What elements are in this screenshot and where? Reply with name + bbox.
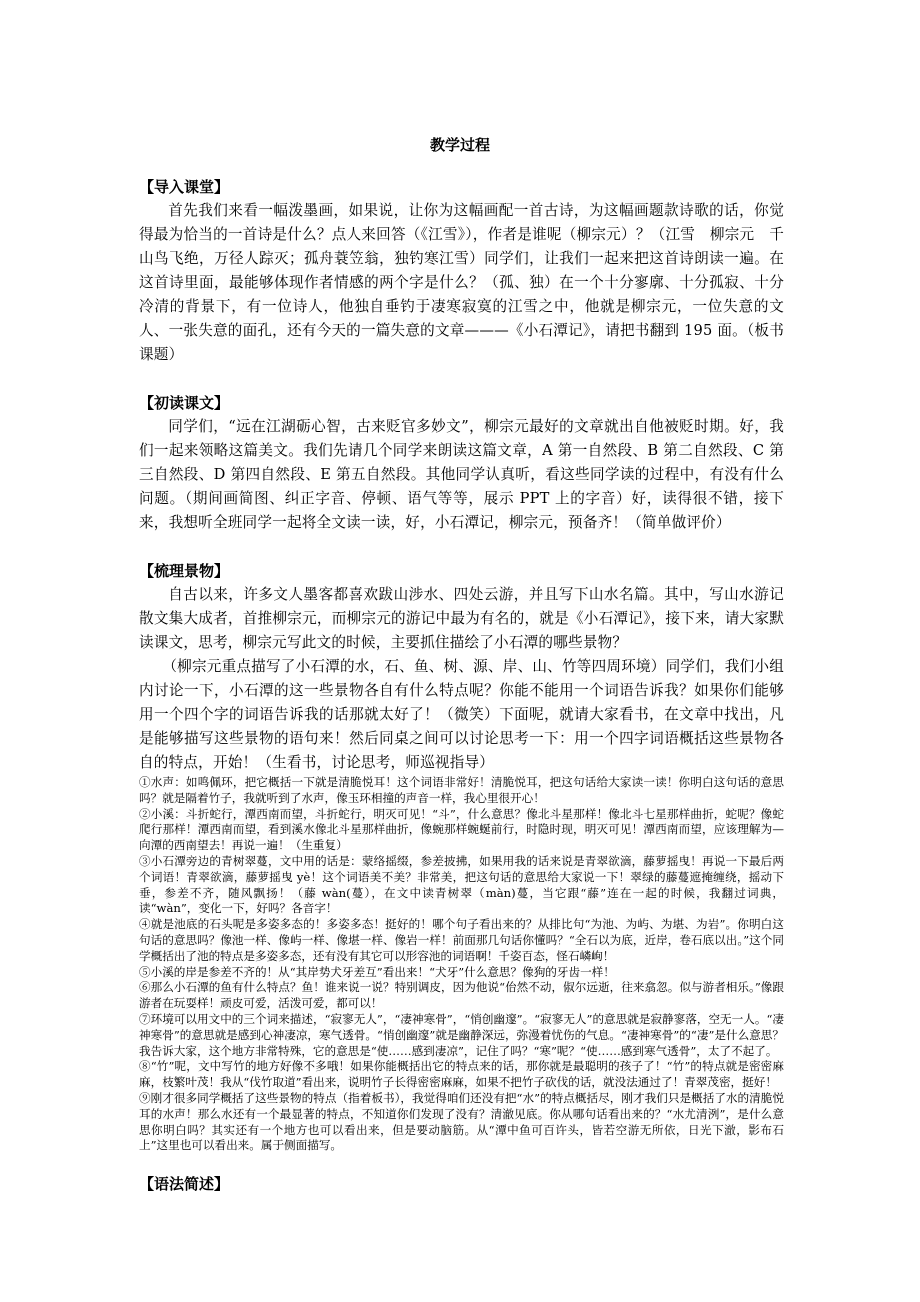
scenery-note-8: ⑧“竹”呢，文中写竹的地方好像不多哦！如果你能概括出它的特点来的话，那你就是最聪明的孩子了！“竹”的特点就是密密麻麻，枝繁叶茂！我从“伐竹取道”看出来，说明竹子长得密密麻麻，如果不把竹子砍伐的话，就没法通过了！青翠茂密，挺好！	[139, 1059, 784, 1090]
section-heading-grammar: 【语法简述】	[139, 1175, 230, 1194]
intro-paragraph: 首先我们来看一幅泼墨画，如果说，让你为这幅画配一首古诗，为这幅画题款诗歌的话，你觉得最为恰当的一首诗是什么？点人来回答（《江雪》），作者是谁呢（柳宗元）？（江雪 柳宗元 千山鸟飞绝，万径人踪灭；孤舟蓑笠翁，独钓寒江雪）同学们，让我们一起来把这首诗朗读一遍。在这首诗里面，最能够体现作者情感的两个字是什么？（孤、独）在一个十分寥廓、十分孤寂、十分冷清的背景下，有一位诗人，他独自垂钓于凄寒寂寞的江雪之中，他就是柳宗元，一位失意的文人、一张失意的面孔，还有今天的一篇失意的文章———《小石潭记》，请把书翻到 195 面。（板书课题）	[139, 202, 784, 363]
scenery-paragraph-2: （柳宗元重点描写了小石潭的水，石、鱼、树、源、岸、山、竹等四周环境）同学们，我们小组内讨论一下，小石潭的这一些景物各自有什么特点呢？你能不能用一个词语告诉我？如果你们能够用一个四个字的词语告诉我的话那就太好了！（微笑）下面呢，就请大家看书，在文章中找出，凡是能够描写这些景物的语句来！然后同桌之间可以讨论思考一下：用一个四字词语概括这些景物各自的特点，开始！（生看书，讨论思考，师巡视指导）	[139, 658, 784, 771]
scenery-note-4: ④就是池底的石头呢是多姿多态的！多姿多态！挺好的！哪个句子看出来的？从排比句“为池、为屿、为堪、为岩”。你明白这句话的意思吗？像池一样、像屿一样、像堪一样、像岩一样！前面那几句话你懂吗？“全石以为底，近岸，卷石底以出。”这个同学概括出了池的特点是多姿多态，还有没有其它可以形容池的词语啊！千姿百态，怪石嶙峋！	[139, 917, 784, 963]
page-title: 教学过程	[429, 136, 490, 154]
section-heading-intro: 【导入课堂】	[139, 178, 230, 196]
document-body	[139, 175, 784, 1196]
scenery-note-7: ⑦环境可以用文中的三个词来描述，“寂寥无人”，“凄神寒骨”，“悄创幽邃”。“寂寥无人”的意思就是寂静寥落，空无一人。“凄神寒骨”的意思就是感到心神凄凉，寒气透骨。“悄创幽邃”就是幽静深远，弥漫着忧伤的气息。“凄神寒骨”的“凄”是什么意思？我告诉大家，这个地方非常特殊，它的意思是“使……感到凄凉”，记住了吗？“寒”呢？“使……感到寒气透骨”，太了不起了。	[139, 1011, 784, 1058]
scenery-note-2: ②小溪：斗折蛇行，潭西南而望，斗折蛇行，明灭可见！“斗”，什么意思？像北斗星那样！像北斗七星那样曲折，蛇呢？像蛇爬行那样！潭西南而望，看到溪水像北斗星那样曲折，像蜿那样蜿蜒前行，时隐时现，明灭可见！潭西南而望，应该理解为—向潭的西南望去！再说一遍！（生重复）	[139, 806, 784, 853]
first-reading-paragraph: 同学们，“远在江湖砺心智，古来贬官多妙文”，柳宗元最好的文章就出自他被贬时期。好，我们一起来领略这篇美文。我们先请几个同学来朗读这篇文章，A 第一自然段、B 第二自然段、C 第三自然段、D 第四自然段、E 第五自然段。其他同学认真听，看这些同学读的过程中，有没有什么问题。（期间画简图、纠正字音、停顿、语气等等，展示 PPT 上的字音）好，读得很不错，接下来，我想听全班同学一起将全文读一读，好，小石潭记，柳宗元，预备齐！（简单做评价）	[139, 418, 784, 531]
scenery-note-3: ③小石潭旁边的青树翠蔓，文中用的话是：蒙络摇缀，参差披拂，如果用我的话来说是青翠欲滴，藤萝摇曳！再说一下最后两个词语！青翠欲滴，藤萝摇曳 yè！这个词语美不美？非常美，把这句话的意思给大家说一下！翠绿的藤蔓遮掩缠绕，摇动下垂，参差不齐，随风飘扬！（藤 wàn(蔓），在文中读青树翠（màn)蔓，当它跟“藤”连在一起的时候，我翻过词典，读“wàn”，变化一下，好吗？各音字！	[139, 853, 784, 916]
scenery-note-6: ⑥那么小石潭的鱼有什么特点？鱼！谁来说一说？特别调皮，因为他说“佁然不动，俶尔远逝，往来翕忽。似与游者相乐。”像跟游者在玩耍样！顽皮可爱，活泼可爱，都可以！	[139, 980, 784, 1011]
scenery-note-1: ①水声：如鸣佩环，把它概括一下就是清脆悦耳！这个词语非常好！清脆悦耳，把这句话给大家读一读！你明白这句话的意思吗？就是隔着竹子，我就听到了水声，像玉环相撞的声音一样，我心里很开心！	[139, 775, 784, 805]
scenery-note-5: ⑤小溪的岸是参差不齐的！从“其岸势犬牙差互”看出来！“犬牙”什么意思？像狗的牙齿一样！	[139, 964, 615, 979]
scenery-paragraph-1: 自古以来，许多文人墨客都喜欢跋山涉水、四处云游，并且写下山水名篇。其中，写山水游记散文集大成者，首推柳宗元，而柳宗元的游记中最为有名的，就是《小石潭记》，接下来，请大家默读课文，思考，柳宗元写此文的时候，主要抓住描绘了小石潭的哪些景物？	[139, 586, 784, 651]
section-heading-first-reading: 【初读课文】	[139, 394, 230, 412]
scenery-note-9: ⑨刚才很多同学概括了这些景物的特点（指着板书），我觉得咱们还没有把“水”的特点概括尽，刚才我们只是概括了水的清脆悦耳的水声！那么水还有一个最显著的特点，不知道你们发现了没有？清澈见底。你从哪句话看出来的？“水尤清洌”，是什么意思你明白吗？其实还有一个地方也可以看出来，但是要动脑筋。从“潭中鱼可百许头，皆若空游无所依，日光下澈，影布石上”这里也可以看出来。属于侧面描写。	[139, 1090, 784, 1153]
section-heading-scenery: 【梳理景物】	[139, 562, 230, 580]
